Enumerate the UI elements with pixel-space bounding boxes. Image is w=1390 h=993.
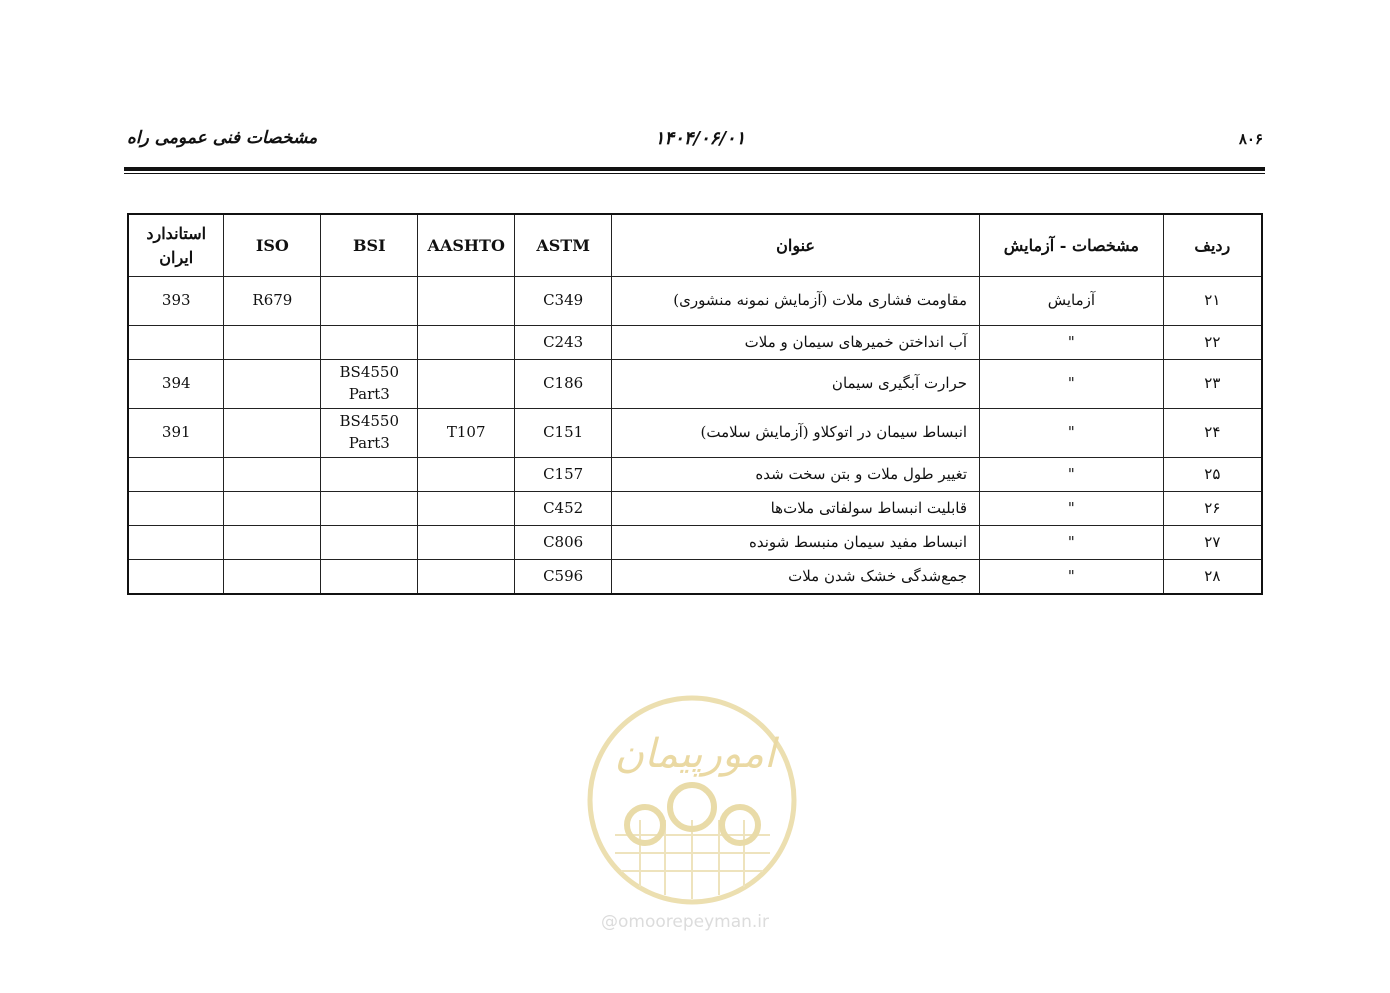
cell-astm: C596 [515,560,612,595]
col-header-iso: ISO [224,214,321,277]
cell-astm: C806 [515,526,612,560]
table-row [128,492,1262,526]
cell-iso [224,326,321,360]
table-header-row [128,214,1262,277]
cell-bsi [321,326,418,360]
cell-aashto [418,560,515,595]
cell-astm: C243 [515,326,612,360]
cell-iso [224,560,321,595]
cell-iso [224,458,321,492]
cell-spec: " [980,560,1164,595]
cell-row-number: ۲۱ [1163,277,1262,326]
cell-iran-standard: 393 [128,277,224,326]
cell-title: مقاومت فشاری ملات (آزمایش نمونه منشوری) [612,277,980,326]
cell-row-number: ۲۵ [1163,458,1262,492]
cell-iso [224,360,321,409]
cell-bsi [321,492,418,526]
cell-title: انبساط سیمان در اتوکلاو (آزمایش سلامت) [612,409,980,458]
watermark-logo-text: امورپیمان [614,731,776,777]
cell-row-number: ۲۳ [1163,360,1262,409]
cell-iran-standard [128,326,224,360]
cell-spec: " [980,526,1164,560]
watermark-handle: @omoorepeyman.ir [600,912,770,932]
watermark-logo [585,695,800,935]
cell-row-number: ۲۶ [1163,492,1262,526]
table-row [128,560,1262,595]
cell-aashto [418,526,515,560]
cell-title: قابلیت انبساط سولفاتی ملات‌ها [612,492,980,526]
col-header-bsi: BSI [321,214,418,277]
header-rule-thin [124,173,1265,174]
cell-astm: C349 [515,277,612,326]
col-header-spec: مشخصات - آزمایش [980,214,1164,277]
cell-aashto [418,458,515,492]
cell-astm: C151 [515,409,612,458]
cell-bsi-line2: Part3 [348,385,390,403]
cell-row-number: ۲۷ [1163,526,1262,560]
col-header-title: عنوان [612,214,980,277]
cell-bsi-line1: BS4550 [339,363,399,382]
cell-spec: " [980,326,1164,360]
cell-spec: " [980,492,1164,526]
header-rule-thick [124,167,1265,171]
cell-iso [224,409,321,458]
cell-iran-standard: 394 [128,360,224,409]
table-row [128,458,1262,492]
cell-spec: " [980,458,1164,492]
cell-iran-standard [128,526,224,560]
cell-iran-standard: 391 [128,409,224,458]
col-header-iran-standard [128,214,224,277]
cell-bsi [321,409,418,458]
cell-aashto [418,360,515,409]
cell-title: حرارت آبگیری سیمان [612,360,980,409]
cell-bsi-line1: BS4550 [339,412,399,431]
table-row [128,326,1262,360]
cell-title: آب انداختن خمیرهای سیمان و ملات [612,326,980,360]
cell-title: انبساط مفید سیمان منبسط شونده [612,526,980,560]
standards-table [127,213,1263,595]
col-header-aashto: AASHTO [418,214,515,277]
cell-astm: C157 [515,458,612,492]
cell-spec: " [980,409,1164,458]
cell-iso [224,526,321,560]
cell-iso: R679 [224,277,321,326]
cell-iran-standard [128,560,224,595]
col-header-astm: ASTM [515,214,612,277]
cell-iran-standard [128,492,224,526]
cell-bsi [321,560,418,595]
table-row [128,409,1262,458]
cell-astm: C186 [515,360,612,409]
document-date: ۱۴۰۴/۰۶/۰۱ [654,128,746,149]
page-number: ۸۰۶ [1238,130,1263,148]
cell-bsi [321,277,418,326]
table-row [128,526,1262,560]
cell-row-number: ۲۴ [1163,409,1262,458]
table-row [128,360,1262,409]
col-header-row: ردیف [1163,214,1262,277]
document-title: مشخصات فنی عمومی راه [127,128,318,148]
cell-bsi [321,360,418,409]
cell-aashto [418,326,515,360]
cell-astm: C452 [515,492,612,526]
cell-aashto [418,277,515,326]
cell-row-number: ۲۲ [1163,326,1262,360]
table-row [128,277,1262,326]
col-header-iran-line1: استاندارد [146,224,207,244]
cell-bsi [321,526,418,560]
cell-iso [224,492,321,526]
cell-spec: آزمایش [980,277,1164,326]
cell-title: تغییر طول ملات و بتن سخت شده [612,458,980,492]
cell-aashto: T107 [418,409,515,458]
cell-spec: " [980,360,1164,409]
cell-bsi [321,458,418,492]
cell-aashto [418,492,515,526]
col-header-iran-line2: ایران [159,247,194,267]
cell-iran-standard [128,458,224,492]
cell-title: جمع‌شدگی خشک شدن ملات [612,560,980,595]
cell-row-number: ۲۸ [1163,560,1262,595]
cell-bsi-line2: Part3 [348,434,390,452]
